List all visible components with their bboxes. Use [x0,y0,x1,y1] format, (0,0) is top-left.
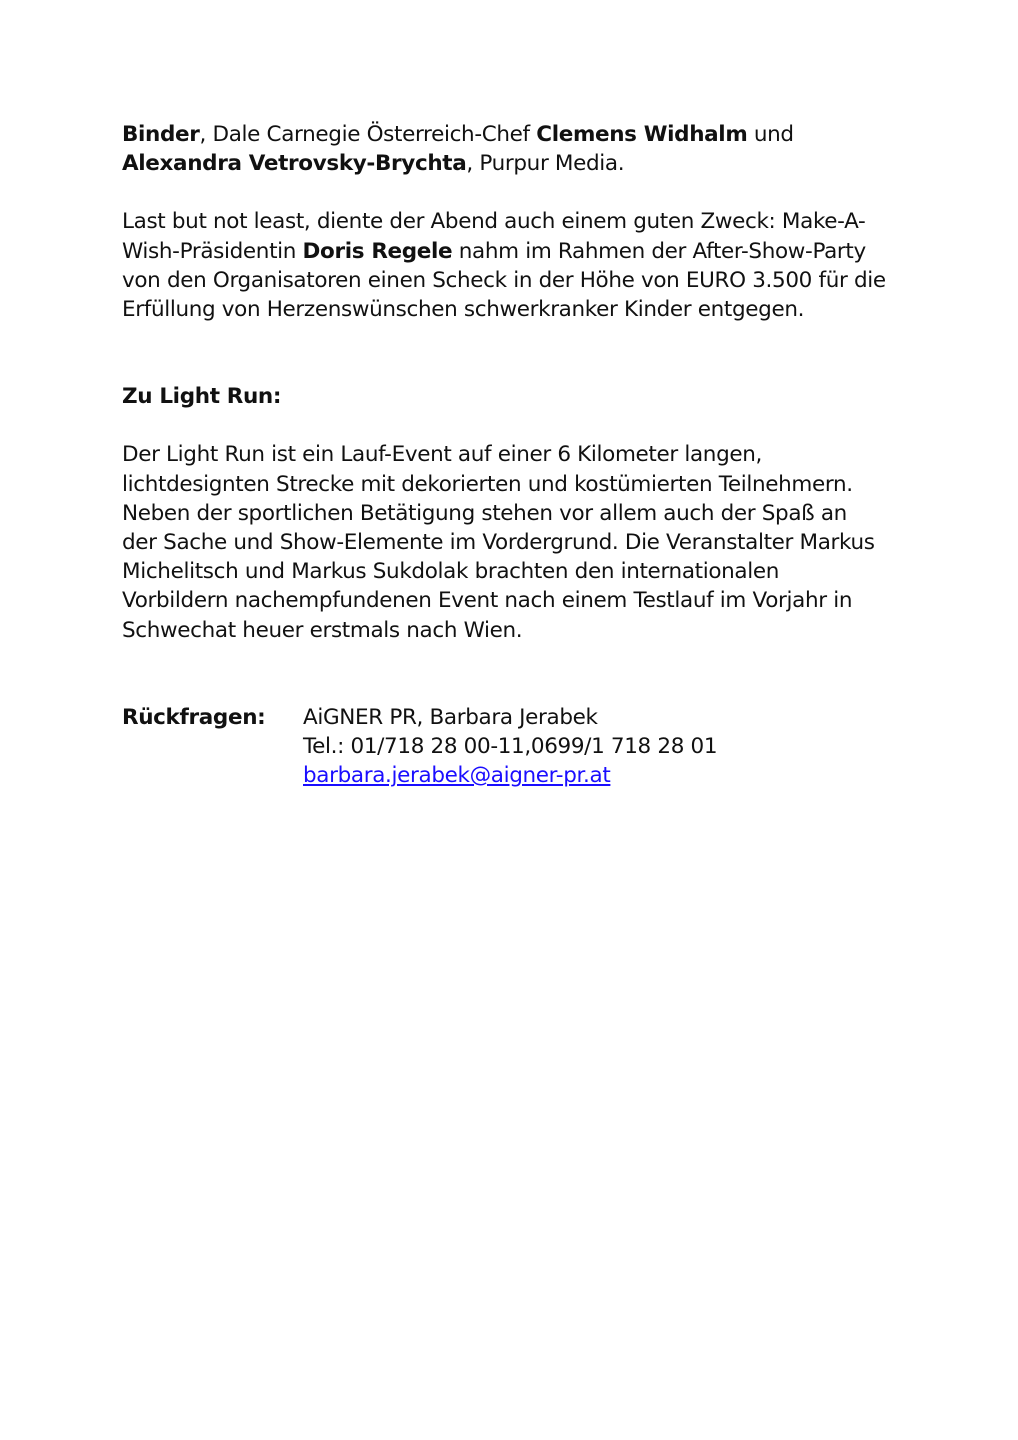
section-heading [122,382,922,411]
name-doris-regele: Doris Regele [302,238,453,264]
spacer [122,645,922,703]
contact-details [303,703,922,791]
contact-label: Rückfragen: [122,704,266,730]
text: , Purpur Media. [466,151,625,177]
name-alexandra-vetrovsky-brychta: Alexandra Vetrovsky-Brychta [122,151,467,177]
spacer [122,324,922,382]
name-clemens-widhalm: Clemens Widhalm [536,122,748,147]
document-page [122,120,922,790]
spacer [122,411,922,440]
contact-phone: Tel.: 01/718 28 00-11,0699/1 718 28 01 [303,734,718,760]
text: und [747,122,794,147]
contact-email-link[interactable]: barbara.jerabek@aigner-pr.at [303,763,611,789]
paragraph-guests [122,120,912,178]
spacer [122,178,922,207]
text: , Dale Carnegie Österreich-Chef [199,122,537,147]
name-binder: Binder [122,122,200,147]
paragraph-charity [122,207,892,324]
heading-light-run: Zu Light Run: [122,384,282,410]
contact-name: AiGNER PR, Barbara Jerabek [303,704,598,730]
text: nahm im Rahmen der After-Show-Party von den Organisatoren einen Scheck in der Höhe von EURO 3.500 für die Erfüllung von Herzenswünschen schwerkranker Kinder entgegen. [122,238,886,323]
text: Last but not least, diente der Abend auch einem guten Zweck: Make-A-Wish-Präsidentin [122,209,866,264]
paragraph-light-run: Der Light Run ist ein Lauf-Event auf einer 6 Kilometer langen, lichtdesignten Strecke mit dekorierten und kostümierten Teilnehmern. Neben der sportlichen Betätigung stehen vor allem auch der Spaß an der Sache und Show-Elemente im Vordergrund. Die Veranstalter Markus Michelitsch und Markus Sukdolak brachten den internationalen Vorbildern nachempfundenen Event nach einem Testlauf im Vorjahr in Schwechat heuer erstmals nach Wien. [122,442,875,643]
contact-block [122,703,922,791]
